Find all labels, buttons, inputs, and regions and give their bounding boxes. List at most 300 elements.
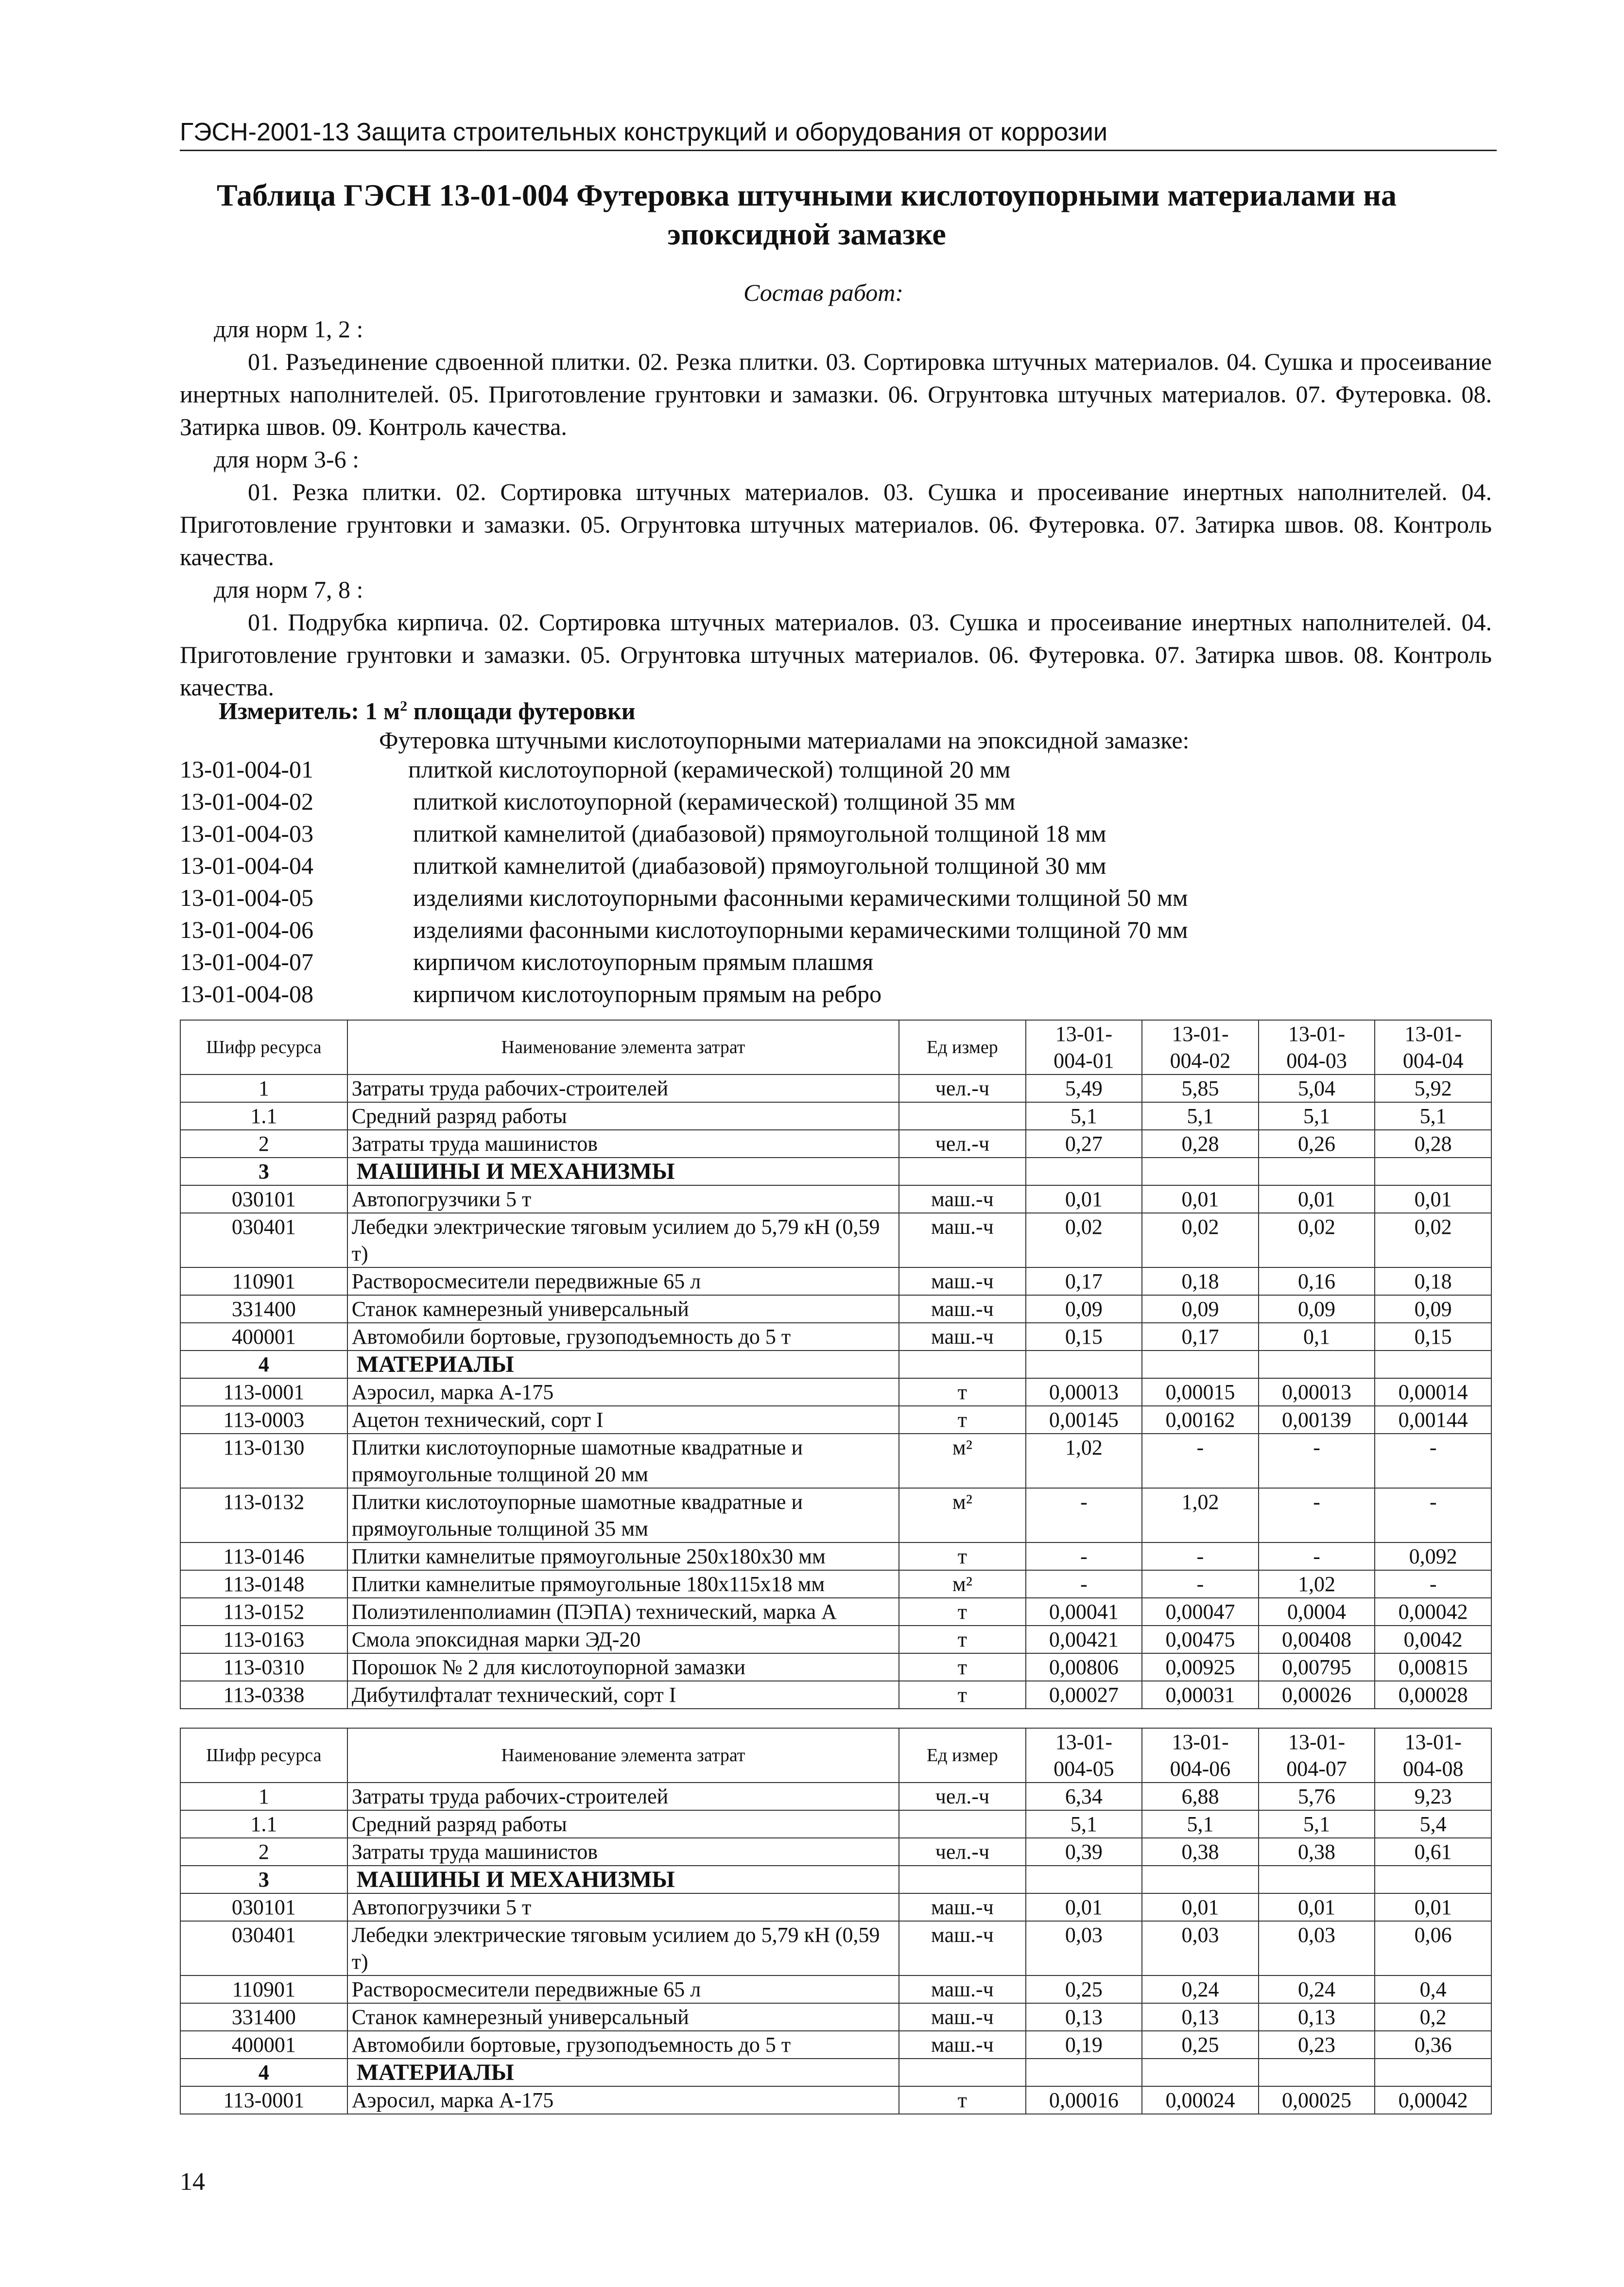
unit: м² (899, 1434, 1025, 1488)
unit: м² (899, 1488, 1025, 1542)
norm-value: - (1259, 1434, 1375, 1488)
table-header-row (180, 1020, 1491, 1074)
cost-element-name: Средний разряд работы (347, 1810, 899, 1838)
table-row (180, 1295, 1491, 1323)
table-row (180, 1866, 1491, 1893)
work-group-label: для норм 1, 2 : (214, 315, 363, 343)
norm-value: 0,15 (1026, 1323, 1142, 1351)
table-row (180, 1488, 1491, 1542)
norm-value (1026, 2059, 1142, 2086)
norm-value: 0,24 (1259, 1975, 1375, 2003)
norm-value: 5,1 (1026, 1810, 1142, 1838)
table-header-row (180, 1728, 1491, 1783)
cost-element-name: МАТЕРИАЛЫ (347, 1351, 899, 1378)
table-row (180, 2086, 1491, 2114)
norm-value: 1,02 (1259, 1570, 1375, 1598)
norm-value (1259, 1351, 1375, 1378)
resource-code: 113-0130 (180, 1434, 347, 1488)
column-header: Ед измер (899, 1728, 1025, 1783)
table-row (180, 1351, 1491, 1378)
norm-value: 0,00421 (1026, 1626, 1142, 1653)
cost-element-name: Средний разряд работы (347, 1102, 899, 1130)
unit: маш.-ч (899, 2031, 1025, 2059)
column-header: Наименование элемента затрат (347, 1020, 899, 1074)
cost-element-name: Аэросил, марка А-175 (347, 1378, 899, 1406)
norm-value: 0,18 (1375, 1267, 1491, 1295)
unit: т (899, 1626, 1025, 1653)
table-row (180, 1434, 1491, 1488)
norm-value: 0,06 (1375, 1921, 1491, 1975)
resource-code: 3 (180, 1866, 347, 1893)
cost-element-name: Плитки камнелитые прямоугольные 250х180х30 мм (347, 1542, 899, 1570)
unit: маш.-ч (899, 1893, 1025, 1921)
table-row (180, 1570, 1491, 1598)
norm-value: 0,00027 (1026, 1681, 1142, 1709)
cost-element-name: Растворосмесители передвижные 65 л (347, 1975, 899, 2003)
table-row (180, 1074, 1491, 1102)
cost-element-name: Затраты труда машинистов (347, 1838, 899, 1866)
table-row (180, 2003, 1491, 2031)
norm-value: 0,00925 (1142, 1653, 1259, 1681)
cost-element-name: Автопогрузчики 5 т (347, 1893, 899, 1921)
norm-text: кирпичом кислотоупорным прямым на ребро (413, 980, 882, 1007)
cost-element-name: Плитки кислотоупорные шамотные квадратные и прямоугольные толщиной 20 мм (347, 1434, 899, 1488)
norm-value: 0,00815 (1375, 1653, 1491, 1681)
cost-element-name: Лебедки электрические тяговым усилием до 5,79 кН (0,59 т) (347, 1213, 899, 1267)
norm-value: 0,27 (1026, 1130, 1142, 1158)
norm-code: 13-01-004-06 (180, 916, 313, 943)
cost-element-name: Автопогрузчики 5 т (347, 1185, 899, 1213)
work-composition (180, 313, 1492, 704)
norm-value: 5,76 (1259, 1783, 1375, 1810)
unit: т (899, 1378, 1025, 1406)
norm-value (1375, 1866, 1491, 1893)
norm-value: 0,00031 (1142, 1681, 1259, 1709)
resource-code: 400001 (180, 1323, 347, 1351)
cost-element-name: Станок камнерезный универсальный (347, 1295, 899, 1323)
norm-value: 5,92 (1375, 1074, 1491, 1102)
norm-value: 0,00013 (1026, 1378, 1142, 1406)
norm-value (1142, 2059, 1259, 2086)
norm-value: 5,1 (1259, 1810, 1375, 1838)
resource-code: 4 (180, 2059, 347, 2086)
norm-value: 0,00042 (1375, 1598, 1491, 1626)
resource-code: 113-0001 (180, 2086, 347, 2114)
norm-value: 0,09 (1026, 1295, 1142, 1323)
column-header: 13-01- 004-02 (1142, 1020, 1259, 1074)
resource-code: 400001 (180, 2031, 347, 2059)
cost-element-name: Автомобили бортовые, грузоподъемность до 5 т (347, 1323, 899, 1351)
norm-value: 0,00028 (1375, 1681, 1491, 1709)
resource-code: 110901 (180, 1975, 347, 2003)
column-header: 13-01- 004-01 (1026, 1020, 1142, 1074)
norm-value: 0,01 (1259, 1185, 1375, 1213)
table-row (180, 1838, 1491, 1866)
resource-code: 110901 (180, 1267, 347, 1295)
norm-value: 0,00042 (1375, 2086, 1491, 2114)
norm-text: кирпичом кислотоупорным прямым плашмя (413, 948, 874, 975)
cost-element-name: Растворосмесители передвижные 65 л (347, 1267, 899, 1295)
running-header: ГЭСН-2001-13 Защита строительных конструкций и оборудования от коррозии (180, 117, 1497, 151)
cost-element-name: Станок камнерезный универсальный (347, 2003, 899, 2031)
norm-value: 0,00144 (1375, 1406, 1491, 1434)
norm-value: 0,02 (1259, 1213, 1375, 1267)
norm-value (1259, 1866, 1375, 1893)
table-row (180, 1598, 1491, 1626)
table-row (180, 1267, 1491, 1295)
unit (899, 1351, 1025, 1378)
norm-value: 0,18 (1142, 1267, 1259, 1295)
resource-code: 3 (180, 1158, 347, 1185)
norm-value: 1,02 (1142, 1488, 1259, 1542)
unit: маш.-ч (899, 1323, 1025, 1351)
work-group-text: 01. Резка плитки. 02. Сортировка штучных материалов. 03. Сушка и просеивание инертных наполнителей. 04. Приготовление грунтовки и замазки. 05. Огрунтовка штучных материалов. 06. Футеровка. 07. Затирка швов. 08. Контроль качества. (180, 478, 1492, 571)
cost-element-name: Автомобили бортовые, грузоподъемность до 5 т (347, 2031, 899, 2059)
norm-value: 0,00013 (1259, 1378, 1375, 1406)
norm-value: 0,23 (1259, 2031, 1375, 2059)
column-header: Наименование элемента затрат (347, 1728, 899, 1783)
unit: т (899, 1406, 1025, 1434)
table-row (180, 1626, 1491, 1653)
table-row (180, 1653, 1491, 1681)
cost-element-name: Смола эпоксидная марки ЭД-20 (347, 1626, 899, 1653)
norm-value: 0,01 (1375, 1185, 1491, 1213)
table-title-line-2: эпоксидной замазке (667, 217, 946, 251)
norm-value: 0,00408 (1259, 1626, 1375, 1653)
unit: маш.-ч (899, 1921, 1025, 1975)
norm-value: 0,19 (1026, 2031, 1142, 2059)
column-header: 13-01- 004-06 (1142, 1728, 1259, 1783)
cost-element-name: Затраты труда рабочих-строителей (347, 1074, 899, 1102)
unit: маш.-ч (899, 1267, 1025, 1295)
norm-value (1142, 1158, 1259, 1185)
norm-value (1375, 1351, 1491, 1378)
norm-value: 0,25 (1026, 1975, 1142, 2003)
norm-value: 0,00014 (1375, 1378, 1491, 1406)
norm-value: 0,092 (1375, 1542, 1491, 1570)
norm-value (1026, 1158, 1142, 1185)
cost-element-name: Аэросил, марка А-175 (347, 2086, 899, 2114)
norm-item (180, 817, 1188, 849)
table-row (180, 1921, 1491, 1975)
composition-heading: Состав работ: (743, 279, 904, 306)
table-row (180, 1130, 1491, 1158)
norm-value: 0,0004 (1259, 1598, 1375, 1626)
norm-value: 0,02 (1142, 1213, 1259, 1267)
norm-value (1375, 1158, 1491, 1185)
norm-value: 0,00145 (1026, 1406, 1142, 1434)
norm-text: плиткой кислотоупорной (керамической) толщиной 20 мм (408, 756, 1011, 783)
norm-code: 13-01-004-05 (180, 884, 313, 911)
unit (899, 1158, 1025, 1185)
unit: маш.-ч (899, 1975, 1025, 2003)
norm-value: 0,00026 (1259, 1681, 1375, 1709)
norm-value: 6,88 (1142, 1783, 1259, 1810)
norm-value: 5,4 (1375, 1810, 1491, 1838)
norm-value: 0,01 (1375, 1893, 1491, 1921)
unit: т (899, 2086, 1025, 2114)
norm-value: 0,03 (1259, 1921, 1375, 1975)
table-row (180, 2059, 1491, 2086)
cost-element-name: Плитки камнелитые прямоугольные 180х115х18 мм (347, 1570, 899, 1598)
table-row (180, 1681, 1491, 1709)
resource-code: 030401 (180, 1921, 347, 1975)
unit: м² (899, 1570, 1025, 1598)
norm-value: 0,28 (1142, 1130, 1259, 1158)
norm-value: 0,00016 (1026, 2086, 1142, 2114)
unit: маш.-ч (899, 1185, 1025, 1213)
resource-code: 2 (180, 1838, 347, 1866)
column-header: Шифр ресурса (180, 1728, 347, 1783)
norm-value: - (1142, 1570, 1259, 1598)
unit: маш.-ч (899, 1295, 1025, 1323)
norm-value: - (1259, 1542, 1375, 1570)
norm-value: 0,15 (1375, 1323, 1491, 1351)
table-row (180, 1158, 1491, 1185)
cost-element-name: МАТЕРИАЛЫ (347, 2059, 899, 2086)
norm-value: 0,00047 (1142, 1598, 1259, 1626)
norm-value: 0,25 (1142, 2031, 1259, 2059)
norm-value: 0,01 (1142, 1893, 1259, 1921)
norm-item (180, 978, 1188, 1010)
norm-value (1259, 1158, 1375, 1185)
norm-value: 5,04 (1259, 1074, 1375, 1102)
table-row (180, 1323, 1491, 1351)
table-row (180, 1975, 1491, 2003)
column-header: 13-01- 004-04 (1375, 1020, 1491, 1074)
norm-value: 5,1 (1375, 1102, 1491, 1130)
norm-item (180, 914, 1188, 946)
norm-value: 0,03 (1142, 1921, 1259, 1975)
norm-value: - (1142, 1434, 1259, 1488)
unit (899, 1810, 1025, 1838)
norm-value: 0,26 (1259, 1130, 1375, 1158)
table-title-line-1: Таблица ГЭСН 13-01-004 Футеровка штучными кислотоупорными материалами на (217, 178, 1397, 212)
norm-value: 5,1 (1142, 1102, 1259, 1130)
norm-value: 0,00795 (1259, 1653, 1375, 1681)
unit: т (899, 1542, 1025, 1570)
norm-value: 0,00162 (1142, 1406, 1259, 1434)
norm-value: - (1375, 1434, 1491, 1488)
norm-value: - (1142, 1542, 1259, 1570)
resource-code: 1 (180, 1783, 347, 1810)
unit: т (899, 1653, 1025, 1681)
norm-value: 0,16 (1259, 1267, 1375, 1295)
table-row (180, 1378, 1491, 1406)
norm-value: 0,00041 (1026, 1598, 1142, 1626)
resource-code: 4 (180, 1351, 347, 1378)
resource-code: 1.1 (180, 1102, 347, 1130)
column-header: 13-01- 004-03 (1259, 1020, 1375, 1074)
unit: маш.-ч (899, 1213, 1025, 1267)
resource-code: 331400 (180, 2003, 347, 2031)
norm-text: плиткой кислотоупорной (керамической) толщиной 35 мм (413, 788, 1016, 815)
resource-code: 1.1 (180, 1810, 347, 1838)
norm-value: 0,00139 (1259, 1406, 1375, 1434)
norm-value: 6,34 (1026, 1783, 1142, 1810)
norm-value: 0,00025 (1259, 2086, 1375, 2114)
cost-element-name: Ацетон технический, сорт I (347, 1406, 899, 1434)
cost-element-name: МАШИНЫ И МЕХАНИЗМЫ (347, 1158, 899, 1185)
resource-code: 113-0132 (180, 1488, 347, 1542)
norm-value: 0,1 (1259, 1323, 1375, 1351)
resource-code: 331400 (180, 1295, 347, 1323)
unit (899, 2059, 1025, 2086)
norm-value: 0,00475 (1142, 1626, 1259, 1653)
resource-code: 113-0148 (180, 1570, 347, 1598)
norm-value: 0,09 (1142, 1295, 1259, 1323)
table-row (180, 1542, 1491, 1570)
norm-value: 5,85 (1142, 1074, 1259, 1102)
norm-value: - (1026, 1570, 1142, 1598)
norm-item (180, 753, 1188, 785)
norm-value: 0,02 (1026, 1213, 1142, 1267)
norm-value: 0,24 (1142, 1975, 1259, 2003)
norm-value: 0,01 (1026, 1893, 1142, 1921)
norm-value: 0,01 (1026, 1185, 1142, 1213)
norm-code: 13-01-004-03 (180, 820, 313, 847)
norm-value (1142, 1866, 1259, 1893)
norm-value: 0,38 (1142, 1838, 1259, 1866)
norm-value: 0,13 (1259, 2003, 1375, 2031)
measure-label: Измеритель: (219, 697, 360, 725)
norm-text: изделиями фасонными кислотоупорными керамическими толщиной 70 мм (413, 916, 1188, 943)
cost-element-name: Порошок № 2 для кислотоупорной замазки (347, 1653, 899, 1681)
table-row (180, 1783, 1491, 1810)
resource-code: 113-0338 (180, 1681, 347, 1709)
norm-value: 0,38 (1259, 1838, 1375, 1866)
resource-code: 2 (180, 1130, 347, 1158)
norm-value: 5,49 (1026, 1074, 1142, 1102)
norm-value: 0,4 (1375, 1975, 1491, 2003)
norm-value (1259, 2059, 1375, 2086)
norm-value: - (1026, 1542, 1142, 1570)
norm-value: 0,01 (1259, 1893, 1375, 1921)
column-header: 13-01- 004-05 (1026, 1728, 1142, 1783)
resource-code: 113-0003 (180, 1406, 347, 1434)
unit: чел.-ч (899, 1783, 1025, 1810)
norm-value: 0,02 (1375, 1213, 1491, 1267)
norm-value: - (1026, 1488, 1142, 1542)
norm-value: 0,13 (1026, 2003, 1142, 2031)
resource-table-1 (180, 1020, 1492, 1709)
column-header: 13-01- 004-08 (1375, 1728, 1491, 1783)
norm-value: 0,2 (1375, 2003, 1491, 2031)
work-group-label: для норм 3-6 : (214, 446, 360, 473)
norm-value: 0,17 (1026, 1267, 1142, 1295)
unit: чел.-ч (899, 1130, 1025, 1158)
norm-value: 5,1 (1259, 1102, 1375, 1130)
norm-value: - (1375, 1488, 1491, 1542)
cost-element-name: Полиэтиленполиамин (ПЭПА) технический, марка А (347, 1598, 899, 1626)
column-header: Ед измер (899, 1020, 1025, 1074)
norm-value (1375, 2059, 1491, 2086)
norm-value: 0,01 (1142, 1185, 1259, 1213)
norm-value: 0,61 (1375, 1838, 1491, 1866)
unit: т (899, 1598, 1025, 1626)
resource-code: 030101 (180, 1893, 347, 1921)
norm-value: - (1259, 1488, 1375, 1542)
cost-element-name: Лебедки электрические тяговым усилием до 5,79 кН (0,59 т) (347, 1921, 899, 1975)
norm-text: изделиями кислотоупорными фасонными керамическими толщиной 50 мм (413, 884, 1188, 911)
norm-value: 0,09 (1259, 1295, 1375, 1323)
resource-code: 113-0152 (180, 1598, 347, 1626)
norm-item (180, 849, 1188, 882)
norm-value: 0,0042 (1375, 1626, 1491, 1653)
resource-code: 030401 (180, 1213, 347, 1267)
norm-value: 0,36 (1375, 2031, 1491, 2059)
norm-value: 0,03 (1026, 1921, 1142, 1975)
table-row (180, 2031, 1491, 2059)
table-row (180, 1102, 1491, 1130)
resource-code: 1 (180, 1074, 347, 1102)
norm-code: 13-01-004-01 (180, 756, 313, 783)
norm-value: - (1375, 1570, 1491, 1598)
norm-value: 1,02 (1026, 1434, 1142, 1488)
work-group-label: для норм 7, 8 : (214, 576, 363, 603)
norm-value (1026, 1351, 1142, 1378)
norm-value: 0,09 (1375, 1295, 1491, 1323)
norm-value: 9,23 (1375, 1783, 1491, 1810)
resource-code: 113-0310 (180, 1653, 347, 1681)
unit (899, 1866, 1025, 1893)
table-row (180, 1406, 1491, 1434)
norm-code: 13-01-004-07 (180, 948, 313, 975)
norm-value: 0,13 (1142, 2003, 1259, 2031)
norm-code: 13-01-004-04 (180, 852, 313, 879)
unit: чел.-ч (899, 1074, 1025, 1102)
norm-value: 5,1 (1142, 1810, 1259, 1838)
resource-code: 113-0146 (180, 1542, 347, 1570)
cost-element-name: Затраты труда машинистов (347, 1130, 899, 1158)
unit: маш.-ч (899, 2003, 1025, 2031)
table-row (180, 1185, 1491, 1213)
norm-value: 0,00015 (1142, 1378, 1259, 1406)
page-number: 14 (180, 2168, 205, 2196)
norm-item (180, 785, 1188, 817)
measure-value: 1 $м^2$ площади футеровки (365, 697, 636, 725)
norm-value: 5,1 (1026, 1102, 1142, 1130)
norm-text: плиткой камнелитой (диабазовой) прямоугольной толщиной 30 мм (413, 852, 1106, 879)
norm-value: 0,28 (1375, 1130, 1491, 1158)
work-group-text: 01. Разъединение сдвоенной плитки. 02. Резка плитки. 03. Сортировка штучных материалов. 04. Сушка и просеивание инертных наполнителей. 05. Приготовление грунтовки и замазки. 06. Огрунтовка штучных материалов. 07. Футеровка. 08. Затирка швов. 09. Контроль качества. (180, 348, 1492, 440)
table-row (180, 1893, 1491, 1921)
norm-item (180, 946, 1188, 978)
table-row (180, 1810, 1491, 1838)
work-group-text: 01. Подрубка кирпича. 02. Сортировка штучных материалов. 03. Сушка и просеивание инертных наполнителей. 04. Приготовление грунтовки и замазки. 05. Огрунтовка штучных материалов. 06. Футеровка. 07. Затирка швов. 08. Контроль качества. (180, 608, 1492, 701)
measure-unit (219, 690, 636, 727)
norm-value (1026, 1866, 1142, 1893)
unit: чел.-ч (899, 1838, 1025, 1866)
table-title (175, 176, 1438, 254)
norms-list (180, 753, 1188, 1010)
unit: т (899, 1681, 1025, 1709)
norm-code: 13-01-004-08 (180, 980, 313, 1007)
norm-code: 13-01-004-02 (180, 788, 313, 815)
norm-value: 0,39 (1026, 1838, 1142, 1866)
cost-element-name: Плитки кислотоупорные шамотные квадратные и прямоугольные толщиной 35 мм (347, 1488, 899, 1542)
resource-code: 030101 (180, 1185, 347, 1213)
resource-table-2 (180, 1728, 1492, 2114)
cost-element-name: Дибутилфталат технический, сорт I (347, 1681, 899, 1709)
resource-code: 113-0001 (180, 1378, 347, 1406)
norms-intro: Футеровка штучными кислотоупорными материалами на эпоксидной замазке: (379, 727, 1190, 754)
norm-value: 0,17 (1142, 1323, 1259, 1351)
column-header: 13-01- 004-07 (1259, 1728, 1375, 1783)
norm-value: 0,00806 (1026, 1653, 1142, 1681)
norm-text: плиткой камнелитой (диабазовой) прямоугольной толщиной 18 мм (413, 820, 1106, 847)
table-row (180, 1213, 1491, 1267)
